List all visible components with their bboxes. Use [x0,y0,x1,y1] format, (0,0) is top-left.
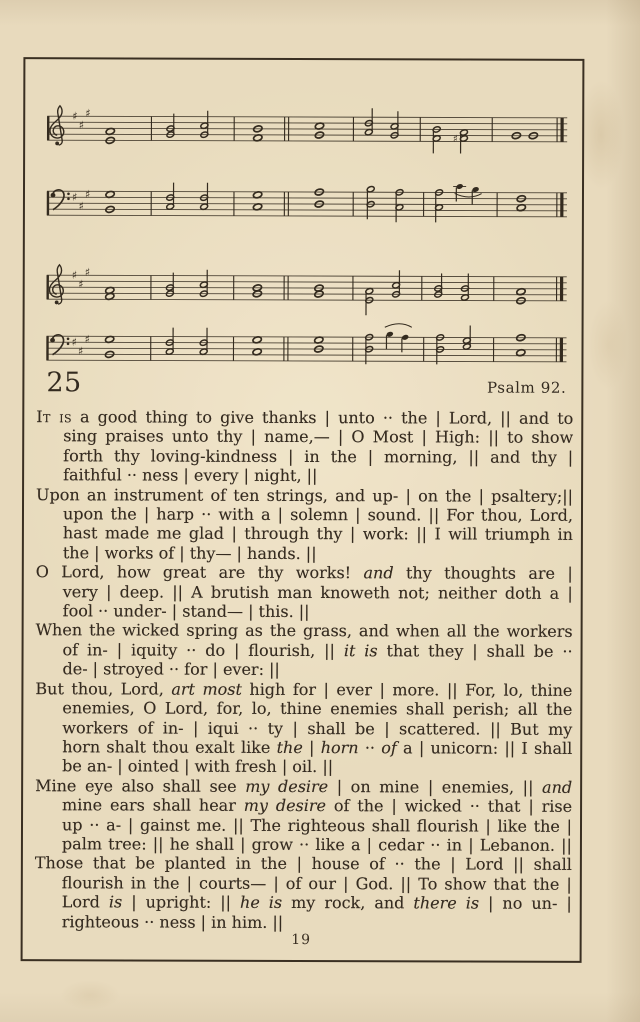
verse-line: Upon an instrument of ten strings, and up- | on the | psaltery;|| [36,484,574,506]
verse [36,562,573,622]
sharp-icon: ♯ [84,332,90,346]
verse-line: righteous ·· ness | in him. || [61,911,284,932]
verse [36,485,573,564]
sharp-icon: ♯ [78,118,85,132]
verse-line: sing praises unto thy | name,— | O Most | High: || to show [63,426,574,448]
page-number: 19 [291,931,312,949]
verse-line: enemies, O Lord, for, lo, thine enemies shall perish; all the [62,698,573,719]
sharp-icon: ♯ [78,277,84,291]
sharp-icon: ♯ [77,344,84,358]
verse-line: upon the | harp ·· with a | solemn | sound. || For thou, Lord, [62,504,574,525]
verse-line: very | deep. || A brutish man knoweth not; neither doth a | [62,581,573,603]
hymn-number: 25 [46,367,82,399]
verse [35,621,572,681]
verse-line: hast made me glad | through thy | work: || I will triumph in [62,523,573,545]
verse-line: Those that be planted in the | house of ·· the | Lord || shall [34,853,572,875]
music-staff-3 [45,259,569,319]
verse-line: Mine eye also shall see my desire | on mine | enemies, || and [35,775,573,797]
verse-line: be an- | ointed | with fresh | oil. || [62,756,334,777]
sharp-icon: ♯ [78,199,84,213]
paper-stain [578,80,624,190]
page-frame [21,57,585,963]
verse-line: of in- | iquity ·· do | flourish, || it is that they | shall be ·· [62,640,573,661]
verse [36,407,573,486]
verse-line: palm tree: || he shall | grow ·· like a | cedar ·· in | Lebanon. || [61,834,572,855]
sharp-icon: ♯ [72,109,78,123]
paper-stain [588,300,628,390]
verse-line: It is a good thing to give thanks | unto ·· the | Lord, || and to [36,407,574,428]
music-staff-4 [44,320,568,380]
verse-line: O Lord, how great are thy works! and thy thoughts are | [35,562,573,584]
verse-line: mine ears shall hear my desire of the | wicked ·· that | rise [62,795,573,816]
sharp-icon: ♯ [71,268,78,282]
slur [385,324,412,328]
music-staff-1 [45,100,569,160]
sharp-icon: ♯ [85,106,91,120]
music-staff-2 [45,175,569,235]
psalm-reference: Psalm 92. [486,378,567,397]
verse-line: Lord is | upright: || he is my rock, and there is | no un- | [61,892,572,914]
sharp-icon: ♯ [452,133,458,145]
slur [455,193,482,197]
verse-line: de- | stroyed ·· for | ever: || [62,659,280,680]
verse-line: When the wicked spring as the grass, and when all the workers [35,620,573,642]
sharp-icon: ♯ [71,335,77,349]
verse-line: the | works of | thy— | hands. || [62,543,317,563]
psalm-text [35,407,574,933]
verse-line: flourish in the | courts— | of our | God. || To show that the | [61,872,572,894]
treble-clef-icon [50,106,64,145]
sharp-icon: ♯ [71,190,78,204]
verse [35,776,572,855]
verse-line: But thou, Lord, art most high for | ever | more. || For, lo, thine [35,678,573,700]
sharp-icon: ♯ [84,265,91,279]
verse-line: forth thy loving-kindness | in the | morning, || and thy | [63,446,574,467]
verse [35,854,572,933]
verse-line: faithful ·· ness | every | night, || [63,465,318,486]
bass-clef-icon [52,335,63,355]
treble-clef-icon [49,265,63,304]
paper-stain [60,980,120,1010]
verse-line: up ·· a- | gainst me. || The righteous shall flourish | like the | [61,814,573,836]
bass-clef-icon [53,190,64,210]
verse-line: horn shalt thou exalt like the | horn ·· of a | unicorn: || I shall [62,737,573,758]
verse [35,679,572,778]
sharp-icon: ♯ [84,187,91,201]
verse-line: workers of in- | iqui ·· ty | shall be | scattered. || But my [62,717,573,739]
verse-line: fool ·· under- | stand— | this. || [62,601,310,622]
